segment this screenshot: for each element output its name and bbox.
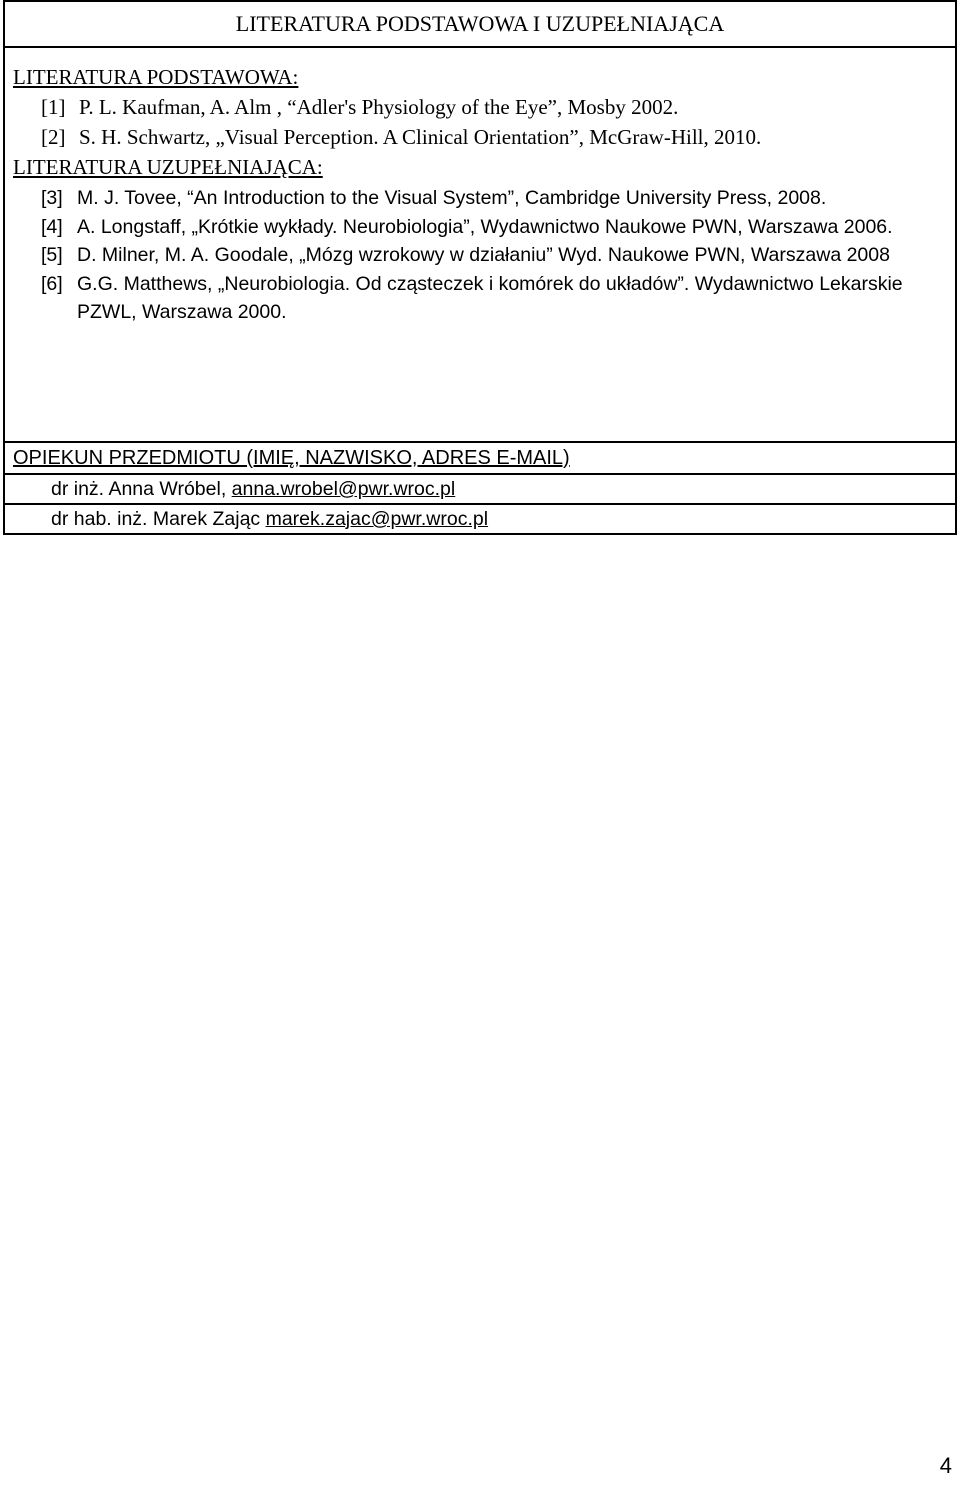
reference-number: [3] [41,187,63,209]
reference-text: P. L. Kaufman, A. Alm , “Adler's Physiology of the Eye”, Mosby 2002. [79,95,679,119]
supervisor-heading: OPIEKUN PRZEDMIOTU (IMIĘ, NAZWISKO, ADRES E-MAIL) [13,447,570,469]
basic-literature-heading: LITERATURA PODSTAWOWA: [13,65,299,89]
literature-cell [4,47,956,442]
supervisor-name: dr hab. inż. Marek Zając [51,508,266,530]
reference-text: A. Longstaff, „Krótkie wykłady. Neurobiologia”, Wydawnictwo Naukowe PWN, Warszawa 2006. [77,215,893,238]
reference-item [41,184,947,213]
literature-content [5,48,955,327]
supervisor-name: dr inż. Anna Wróbel, [51,478,232,500]
reference-number: [1] [41,95,66,119]
reference-item [41,122,947,152]
reference-item [41,270,947,327]
reference-text: S. H. Schwartz, „Visual Perception. A Clinical Orientation”, McGraw-Hill, 2010. [79,125,762,149]
reference-text: D. Milner, M. A. Goodale, „Mózg wzrokowy w działaniu” Wyd. Naukowe PWN, Warszawa 2008 [77,244,890,266]
supervisor-email-link[interactable]: marek.zajac@pwr.wroc.pl [265,508,489,530]
reference-item [41,213,947,242]
supervisor-entry [5,505,955,533]
reference-number: [5] [41,244,63,266]
supervisor-email-link[interactable]: anna.wrobel@pwr.wroc.pl [231,478,456,500]
reference-item [41,241,947,270]
supplementary-literature-heading: LITERATURA UZUPEŁNIAJĄCA: [13,155,323,179]
table-title: LITERATURA PODSTAWOWA I UZUPEŁNIAJĄCA [235,11,725,36]
reference-text: G.G. Matthews, „Neurobiologia. Od cząsteczek i komórek do układów”. Wydawnictwo Lekarskie PZWL, Warszawa 2000. [77,272,903,323]
reference-item [41,92,947,122]
reference-number: [6] [41,272,63,295]
reference-number: [4] [41,215,63,238]
reference-text: M. J. Tovee, “An Introduction to the Visual System”, Cambridge University Press, 2008. [77,187,827,209]
header-row [4,1,956,47]
supervisor-heading-row [4,442,956,474]
literature-row [4,47,956,442]
header-cell [4,1,956,47]
supervisor-cell [4,504,956,534]
page-number: 4 [939,1453,952,1478]
supervisor-row [4,504,956,534]
supervisor-entry [5,475,955,503]
literature-table [3,0,957,535]
reference-number: [2] [41,125,66,149]
supervisor-row [4,474,956,504]
supervisor-cell [4,474,956,504]
supervisor-heading-cell [4,442,956,474]
